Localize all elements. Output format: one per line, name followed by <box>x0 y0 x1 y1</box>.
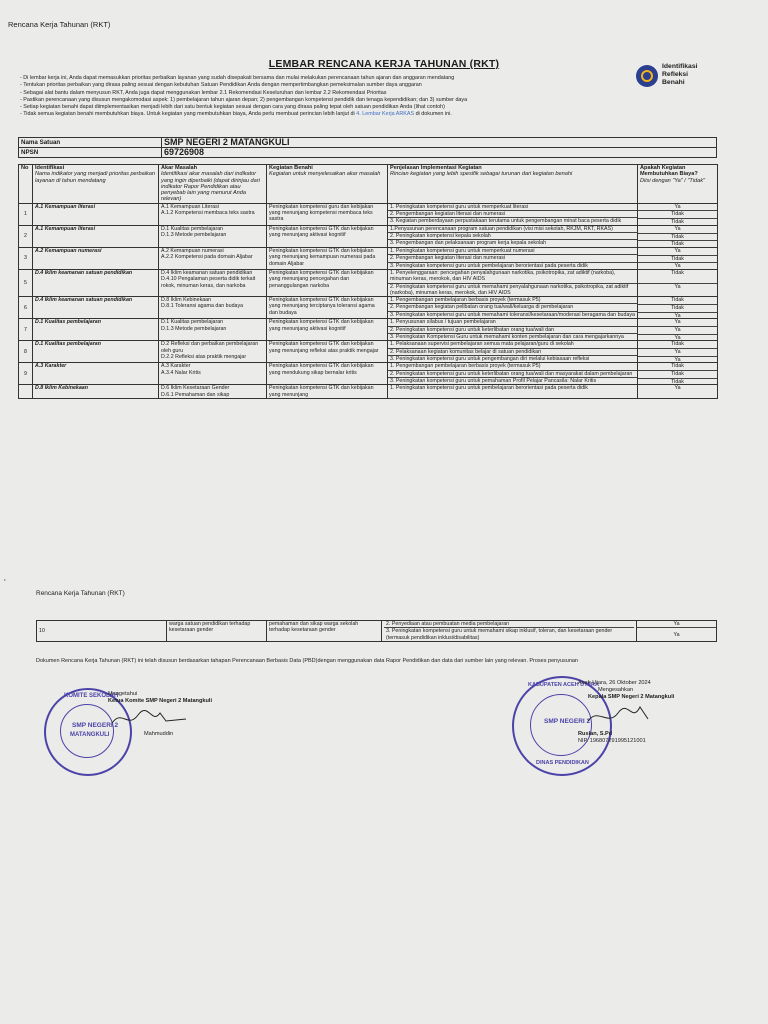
row-identifikasi: D.8 Iklim Kebinekaan <box>33 385 159 399</box>
row-biaya <box>638 203 718 225</box>
row-biaya: Ya Ya <box>637 621 717 642</box>
row-identifikasi: D.1 Kualitas pembelajaran <box>33 341 159 363</box>
col-akar-masalah: Akar Masalah Identifikasi akar masalah dari indikator yang ingin diperbaiki (dapat dirinjau dari indikator Rapor Pendidikan atau penyebab lain yang menurut Anda relevan) <box>159 165 267 204</box>
row-penjelasan <box>388 363 638 385</box>
row-kegiatan: Peningkatan kompetensi GTK dan kebijakan yang menunjang aktivasi kognitif <box>267 319 388 341</box>
instruction-line: - Di lembar kerja ini, Anda dapat memasukkan prioritas perbaikan layanan yang sudah disepakati bersama dan mulai melakukan perencanaan tahun ajaran dan anggaran mendatang <box>20 75 455 81</box>
implementation-item: 2. Pengembangan kegiatan literasi dan numerasi <box>388 211 637 218</box>
school-stamp: KABUPATEN ACEH UTARA SMP NEGERI 2 DINAS PENDIDIKAN <box>512 676 612 776</box>
row-penjelasan <box>388 247 638 269</box>
row-identifikasi: A.2 Kemampuan numerasi <box>33 247 159 269</box>
row-biaya <box>638 269 718 296</box>
row-no: 9 <box>19 363 33 385</box>
row-kegiatan: Peningkatan kompetensi GTK dan kebijakan yang menunjang pencegahan dan penanggulangan narkoba <box>267 269 388 296</box>
instruction-line: - Pastikan perencanaan yang disusun mengakomodasi aspek: 1) pembelajaran tahun ajaran depan; 2) pengembangan kompetensi pendidik dan tenaga kependidikan; dan 3) sumber daya <box>20 96 468 103</box>
implementation-item: 2. Peningkatan kompetensi guru untuk memahami penyalahgunaan narkotika, psikotropika, zat adiktif (narkoba), minuman keras, merokok, dan HIV AIDS <box>390 283 629 296</box>
row-penjelasan <box>388 319 638 341</box>
biaya-value: Ya <box>638 319 717 327</box>
row-penjelasan <box>388 203 638 225</box>
rkt-table <box>18 164 718 399</box>
biaya-value: Ya <box>674 356 681 363</box>
col-kegiatan-benahi: Kegiatan Benahi Kegiatan untuk menyelesaikan akar masalah <box>267 165 388 204</box>
col-biaya: Apakah Kegiatan Membutuhkan Biaya? Diisi dengan "Ya" / "Tidak" <box>638 165 718 204</box>
row-no: 5 <box>19 269 33 296</box>
npsn-value: 69726908 <box>162 148 717 158</box>
implementation-item: 3. Kegiatan pemberdayaan perpustakaan terutama untuk pengembangan minat baca peserta didik <box>390 218 622 225</box>
implementation-item: 1. Pengembangan pembelajaran berbasis proyek (termasuk P5) <box>388 297 637 304</box>
row-identifikasi: A.1 Kemampuan literasi <box>33 225 159 247</box>
row-identifikasi: D.1 Kualitas pembelajaran <box>33 319 159 341</box>
implementation-item: 2. Peningkatan kompetensi kepala sekolah <box>388 233 637 240</box>
row-identifikasi: D.4 Iklim keamanan satuan pendidikan <box>33 269 159 296</box>
implementation-item: 2. Pengembangan kegiatan pelibatan orang tua/wali/keluarga di pembelajaran <box>388 304 637 311</box>
row-kegiatan: Peningkatan kompetensi GTK dan kebijakan yang menunjang <box>267 385 388 399</box>
implementation-item: 2. Peningkatan kompetensi guru untuk keterlibatan orang tua/wali dan masyarakat dalam pembelajaran <box>388 371 637 378</box>
row-biaya <box>638 297 718 319</box>
committee-stamp: KOMITE SEKOLAH SMP NEGERI 2 MATANGKULI <box>44 688 132 776</box>
row-penjelasan <box>388 341 638 363</box>
row-biaya <box>638 225 718 247</box>
implementation-item: 2. Pengembangan kegiatan literasi dan numerasi <box>388 255 637 262</box>
row-no <box>19 385 33 399</box>
page-break-mark: ‘ <box>4 578 6 587</box>
row-akar-masalah: D.6 Iklim Kesetaraan Gender D.6.1 Pemahaman dan sikap <box>159 385 267 399</box>
row-penjelasan <box>388 269 638 296</box>
row-identifikasi: A.1 Kemampuan literasi <box>33 203 159 225</box>
document-statement: Dokumen Rencana Kerja Tahunan (RKT) ini telah disusun berdasarkan tahapan Perencanaan Berbasis Data (PBD)dengan menggunakan data Rapor Pendidikan dan data dari sumber lain yang relevan. Proses penyusunan <box>36 658 578 664</box>
table-row <box>19 297 718 319</box>
running-title: Rencana Kerja Tahunan (RKT) <box>8 20 111 29</box>
row-no: 7 <box>19 319 33 341</box>
biaya-value: Tidak <box>638 270 717 284</box>
implementation-item: 2. Peningkatan kompetensi guru untuk keterlibatan orang tua/wali dan <box>388 327 637 334</box>
col-no: No <box>19 165 33 204</box>
implementation-item: 3. Peningkatan kompetensi guru untuk pembelajaran berorientasi pada peserta didik <box>390 262 588 269</box>
implementation-item: 1. Peningkatan kompetensi guru untuk pembelajaran berorientasi pada peserta didik <box>390 385 588 392</box>
implementation-item: 3. Peningkatan Kompetensi Guru untuk memahami konten pembelajaran dan cara mengajarkannya <box>390 333 624 340</box>
logo-mark-icon <box>636 65 658 87</box>
biaya-value: Ya <box>638 226 717 234</box>
table-header-row <box>19 165 718 204</box>
implementation-item: 3. Pengembangan dan pelaksanaan program kerja kepala sekolah <box>390 240 547 247</box>
biaya-value: Tidak <box>671 241 684 248</box>
page-title: LEMBAR RENCANA KERJA TAHUNAN (RKT) <box>268 58 500 70</box>
biaya-value: Tidak <box>638 234 717 242</box>
row-akar-masalah: D.2 Refleksi dan perbaikan pembelajaran oleh guru D.2.2 Refleksi atas praktik mengajar <box>159 341 267 363</box>
row-no: 3 <box>19 247 33 269</box>
row-biaya <box>638 319 718 341</box>
identity-table <box>18 137 717 158</box>
right-signature-block: Aceh Utara, 26 Oktober 2024 Mengesahkan Kepala SMP Negeri 2 Matangkuli Ruslan, S.Pd NIP. 196807291995121001 <box>578 680 675 744</box>
biaya-value: Ya <box>674 385 681 392</box>
left-signature-block: Mengetahui Ketua Komite SMP Negeri 2 Matangkuli Mahmuddin <box>108 691 213 737</box>
table-row <box>19 363 718 385</box>
irb-logo <box>636 63 716 91</box>
implementation-item: 3. Peningkatan kompetensi guru untuk memahami toleransi/kesetaraan/moderasi beragama dan budaya <box>390 311 635 318</box>
biaya-value: Tidak <box>638 297 717 305</box>
row-akar-masalah: A.2 Kemampuan numerasi A.2.2 Kompetensi pada domain Aljabar <box>159 247 267 269</box>
biaya-value: Ya <box>638 204 717 212</box>
name-label: Nama Satuan <box>19 138 162 148</box>
implementation-item: 1. Penyusunan silabus / tujuan pembelajaran <box>388 319 637 326</box>
row-penjelasan <box>388 297 638 319</box>
signature-icon <box>108 705 188 731</box>
biaya-value: Tidak <box>638 256 717 264</box>
instruction-line: - Tidak semua kegiatan benahi membutuhkan biaya. Untuk kegiatan yang membutuhkan biaya, Anda perlu membuat perincian lebih lanjut di 4. Lembar Kerja ARKAS di dokumen ini. <box>20 111 452 118</box>
biaya-value: Ya <box>674 263 681 270</box>
row-identifikasi: A.3 Karakter <box>33 363 159 385</box>
col-identifikasi: Identifikasi Nama indikator yang menjadi prioritas perbaikan layanan di tahun mendatang <box>33 165 159 204</box>
table-row <box>19 247 718 269</box>
biaya-value: Ya <box>674 283 681 290</box>
row-penjelasan <box>388 225 638 247</box>
biaya-value: Tidak <box>638 363 717 371</box>
row-akar-masalah: D.1 Kualitas pembelajaran D.1.3 Metode pembelajaran <box>159 319 267 341</box>
row-akar-masalah: A.3 Karakter A.3.4 Nalar Kritis <box>159 363 267 385</box>
row-akar-masalah: D.1 Kualitas pembelajaran D.1.3 Metode pembelajaran <box>159 225 267 247</box>
biaya-value: Tidak <box>638 211 717 219</box>
table-row <box>19 225 718 247</box>
biaya-value: Tidak <box>638 371 717 379</box>
biaya-value: Ya <box>674 334 681 341</box>
row-penjelasan <box>388 385 638 399</box>
row-kegiatan: Peningkatan kompetensi GTK dan kebijakan yang menunjang refleksi atas praktik mengajar <box>267 341 388 363</box>
table-row <box>19 269 718 296</box>
row-biaya <box>638 363 718 385</box>
table-row <box>19 341 718 363</box>
row-biaya <box>638 247 718 269</box>
rkt-table-continued <box>36 620 717 642</box>
implementation-item: 1. Peningkatan kompetensi guru untuk memperkuat numerasi <box>388 248 637 255</box>
row-biaya <box>638 385 718 399</box>
table-row <box>19 319 718 341</box>
implementation-item: 3. Peningkatan kompetensi guru untuk pemahaman Profil Pelajar Pancasila: Nalar Kritis <box>390 377 597 384</box>
row-akar-masalah: D.8 Iklim Kebinekaan D.8.1 Toleransi agama dan budaya <box>159 297 267 319</box>
row-penjelasan: 2. Penyediaan atau pembuatan media pembelajaran 3. Peningkatan kompetensi guru untuk memahami sikap inklusif, toleran, dan kesetaraan gender (termasuk pendidikan inklusi/disabilitas) <box>382 621 637 642</box>
arkas-link[interactable]: 4. Lembar Kerja ARKAS <box>356 111 415 118</box>
col-penjelasan: Penjelasan Implementasi Kegiatan Rincian kegiatan yang lebih spesifik sebagai turunan dari kegiatan benahi <box>388 165 638 204</box>
school-name: SMP NEGERI 2 MATANGKULI <box>162 138 717 148</box>
implementation-item: 1. Pengembangan pembelajaran berbasis proyek (termasuk P5) <box>388 363 637 370</box>
row-akar: warga satuan pendidikan terhadap kesetaraan gender <box>167 621 267 642</box>
row-no: 6 <box>19 297 33 319</box>
row-no: 2 <box>19 225 33 247</box>
biaya-value: Tidak <box>671 219 684 226</box>
row-identifikasi: D.4 Iklim keamanan satuan pendidikan <box>33 297 159 319</box>
row-akar-masalah: A.1 Kemampuan Literasi A.1.2 Kompetensi membaca teks sastra <box>159 203 267 225</box>
instruction-line: - Setiap kegiatan benahi dapat diimplementasikan menjadi lebih dari satu bentuk kegiatan sesuai dengan cara yang dirasa paling tepat oleh satuan pendidikan Anda (lihat contoh) <box>20 104 445 111</box>
biaya-value: Ya <box>638 327 717 335</box>
row-kegiatan: Peningkatan kompetensi guru dan kebijakan yang menunjang kompetensi membaca teks sastra <box>267 203 388 225</box>
implementation-item: 3. Peningkatan kompetensi guru untuk pengembangan diri melalui kebiasaan refleksi <box>390 355 590 362</box>
table-row <box>19 203 718 225</box>
biaya-value: Ya <box>674 312 681 319</box>
biaya-value: Tidak <box>638 305 717 313</box>
biaya-value: Ya <box>638 349 717 357</box>
instruction-line: - Tentukan prioritas perbaikan yang dirasa paling sesuai dengan kebutuhan Satuan Pendidikan Anda dengan mempertimbangkan pemeksimalan sumber daya anggaran <box>20 82 422 89</box>
biaya-value: Ya <box>638 248 717 256</box>
biaya-value: Tidak <box>671 378 684 385</box>
implementation-item: 1. Peningkatan kompetensi guru untuk memperkuat literasi <box>388 204 637 211</box>
row-kegiatan: Peningkatan kompetensi GTK dan kebijakan yang menunjang kemampuan numerasi pada domain Aljabar <box>267 247 388 269</box>
row-no: 10 <box>37 621 167 642</box>
table-row <box>37 621 717 642</box>
implementation-item: 1.Penyusunan perencanaan program satuan pendidikan (visi misi sekolah, RKJM, RKT, RKAS) <box>388 226 637 233</box>
instruction-line: - Sebagai alat bantu dalam menyusun RKT, Anda juga dapat menggunakan lembar 2.1 Rekomendasi Keseluruhan dan lembar 2.2 Rekomendasi Prioritas <box>20 89 387 96</box>
row-kegiatan: Peningkatan kompetensi GTK dan kebijakan yang menunjang aktivasi kognitif <box>267 225 388 247</box>
implementation-item: 1. Pelaksanaan supervisi pembelajaran semua mata pelajaran/guru di sekolah <box>388 341 637 348</box>
row-biaya <box>638 341 718 363</box>
implementation-item: 1. Penyelenggaraan: pencegahan penyalahgunaan narkotika, psikotropika, zat adiktif (narkoba), minuman keras, merokok, dan HIV AIDS <box>388 270 637 284</box>
row-no: 8 <box>19 341 33 363</box>
row-kegiatan: Peningkatan kompetensi GTK dan kebijakan yang menunjang terciptanya toleransi agama dan budaya <box>267 297 388 319</box>
signature-icon <box>578 701 658 731</box>
row-akar-masalah: D.4 Iklim keamanan satuan pendidikan D.4.10 Pengalaman peserta didik terkait rokok, minuman keras, dan narkoba <box>159 269 267 296</box>
npsn-label: NPSN <box>19 148 162 158</box>
row-no: 1 <box>19 203 33 225</box>
instructions <box>20 75 632 119</box>
table-row <box>19 385 718 399</box>
implementation-item: 2. Pelaksanaan kegiatan komunitas belajar di satuan pendidikan <box>388 349 637 356</box>
page2-running-title: Rencana Kerja Tahunan (RKT) <box>36 590 125 597</box>
row-kegiatan: pemahaman dan sikap warga sekolah terhadap kesetaraan gender <box>267 621 382 642</box>
biaya-value: Tidak <box>638 341 717 349</box>
row-kegiatan: Peningkatan kompetensi GTK dan kebijakan yang mendukung sikap bernalar kritis <box>267 363 388 385</box>
logo-text: Identifikasi Refleksi Benahi <box>662 63 698 86</box>
